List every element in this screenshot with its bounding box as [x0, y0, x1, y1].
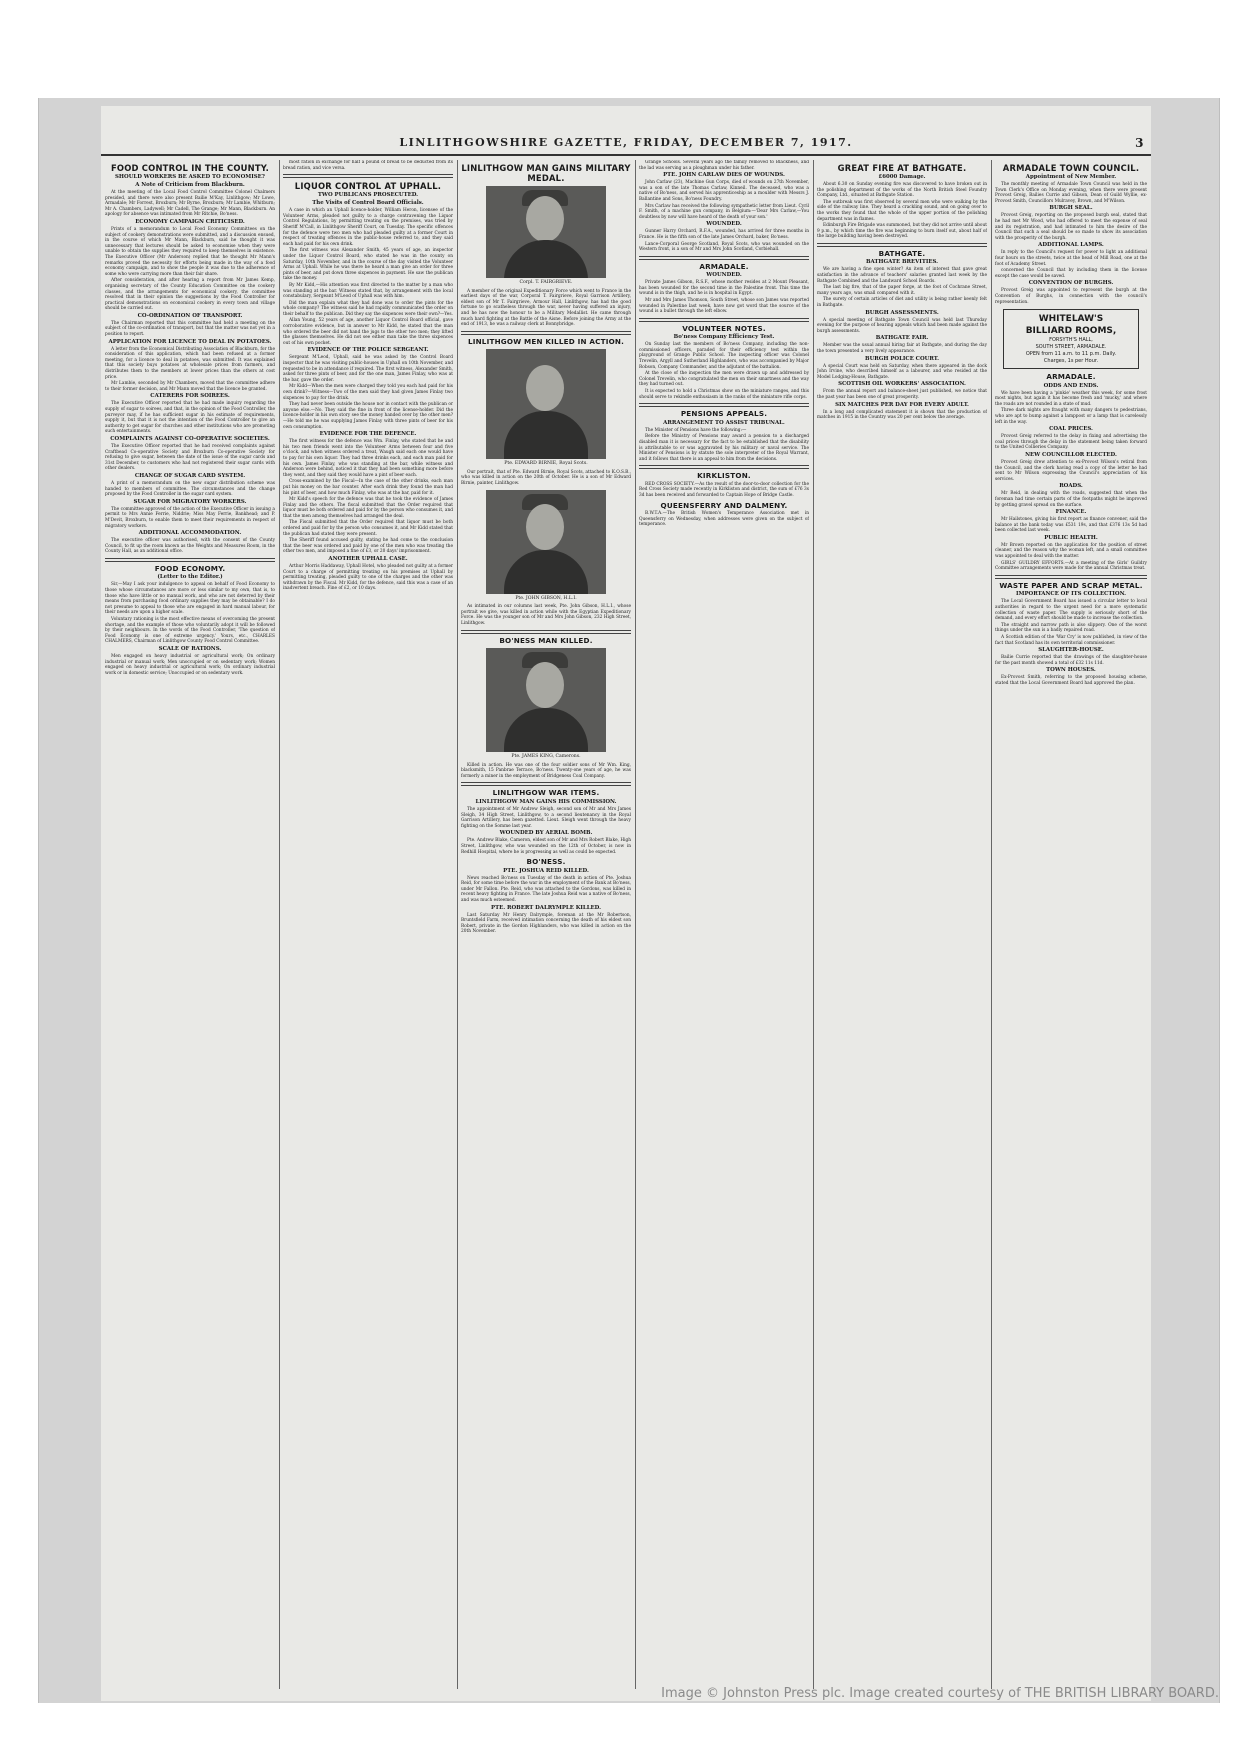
paragraph: RED CROSS SOCIETY.—As the result of the door-to-door collection for the Red Cross Society made recently in Kirkliston and district, the sum of £76 3s 3d has been received and forwarded to Captain Hope of Bridge Castle.: [639, 481, 809, 498]
image-credit: Image © Johnston Press plc. Image created courtesy of THE BRITISH LIBRARY BOARD.: [661, 1686, 1219, 1701]
paragraph: Mrs Carlaw has received the following sympathetic letter from Lieut. Cyril F. Smith, of a machine gun company, in Belgium:—'Dear Mrs Carlaw,—You doubtless by now will have heard of the death of your son.': [639, 203, 809, 220]
paragraph: Killed in action. He was one of the four soldier sons of Mr Wm. King, blacksmith, 15 Panbrae Terrace, Bo'ness. Twenty-one years of age, he was formerly a miner in the employment of Bridgeness Coal Company.: [461, 762, 631, 779]
paragraph: most ration in exchange for half a pound of bread to be deducted from its bread ration, and vice versa.: [283, 160, 453, 171]
portrait-photo: [486, 648, 606, 752]
paragraph: The straight and narrow path is also slippery. One of the worst things under the sun is a badly repaired road.: [995, 622, 1147, 634]
divider: [995, 575, 1147, 579]
paragraph: Last Saturday Mr Henry Dalrymple, foreman at the Mr Robertson, Bruntsfield Farm, received intimation concerning the death of his eldest son Robert, private in the Gordon Highlanders, who was killed in action on the 20th November.: [461, 912, 631, 935]
subheading: WOUNDED BY AERIAL BOMB.: [499, 830, 593, 837]
ad-hours: OPEN from 11 a.m. to 11 p.m. Daily.: [1025, 351, 1117, 358]
subheading: TOWN HOUSES.: [1046, 667, 1096, 674]
paragraph: The Fiscal submitted that the Order required that liquor must be both ordered and paid for by the person who consumes it, and Mr Kidd stated that the publican had stated they were present.: [283, 520, 453, 537]
paragraph: The Executive Officer reported that he had received complaints against Craftbead Co-operative Society and Broxburn Co-operative Society for refusing to give sugar, between the date of the issue of the sugar cards and 31st December, to customers who had not registered their sugar cards with other dealers.: [105, 443, 275, 472]
paragraph: As intimated in our columns last week, Pte. John Gibson, H.L.I., whose portrait we give, was killed in action while with the Egyptian Expeditionary Force. He was the younger son of Mr and Mrs John Gibson, 232 High Street, Linlithgow.: [461, 604, 631, 626]
paragraph: Grange Schools. Several years ago the family removed to Blackness, and the lad was serving as a ploughman under his father.: [639, 160, 809, 171]
masthead: [101, 136, 1151, 156]
paragraph: Allan Young, 52 years of age, another Liquor Control Board official, gave corroborative evidence, but in answer to Mr Kidd, he stated that the man who ordered the beer did not hand the jugs to the other two men; they lifted the glasses themselves. He did not see either man take the three sixpences out of his own pocket.: [283, 318, 453, 346]
paragraph: At the meeting of the Local Food Control Committee Colonel Chalmers presided, and there were also present Bailie M'Kay, Linlithgow; Mr Lowe, Armadale; Mr Forrest, Broxburn; Mr Byrne, Broxburn; Mr Lambie, Whitburn; Mr A. Chambers, Ladywell; Mr Cadell, The Grange; Mr Mann, Blackburn. An apology for absence was intimated from Mr Ritchie, Bo'ness.: [105, 190, 275, 218]
divider: [461, 782, 631, 786]
paragraph: A print of a memorandum on the new sugar distribution scheme was handed to members of committee. The circumstances and the change proposed by the Food Controller in the sugar card system.: [105, 480, 275, 498]
paragraph: On Sunday last the members of Bo'ness Company, including the non-commissioned officers, paraded for their efficiency test within the playground of Grange Public School. The inspecting officer was Colonel Trevelin, Argyll and Sutherland Highlanders, who was accompanied by Major Robson, Company Commander, and the adjutant of the battalion.: [639, 342, 809, 370]
paragraph: The Sheriff found accused guilty, stating he had come to the conclusion that the beer was ordered and paid by one of the men who was treating the other two men, and imposed a fine of £3, or 20 days' imprisonment.: [283, 538, 453, 555]
ad-address: SOUTH STREET, ARMADALE.: [1035, 344, 1107, 351]
subheading: BATHGATE BREVITIES.: [865, 259, 939, 266]
subheading: £6000 Damage.: [878, 174, 926, 180]
subheading: ECONOMY CAMPAIGN CRITICISED.: [135, 218, 245, 225]
headline: LINLITHGOW MEN KILLED IN ACTION.: [467, 336, 625, 346]
subheading: BATHGATE FAIR.: [875, 335, 929, 342]
photo-caption: Corpl. T. FAIRGRIEVE.: [519, 280, 573, 285]
paragraph: At the close of the inspection the men were drawn up and addressed by Colonel Trevelin, who congratulated the men on their smartness and the way they had turned out.: [639, 371, 809, 388]
subheading: ROADS.: [1059, 483, 1083, 490]
paragraph: The appointment of Mr Andrew Sleigh, second son of Mr and Mrs James Sleigh, 34 High Street, Linlithgow, to a second lieutenancy in the Royal Garrison Artillery, has been gazetted. Lieut. Sleigh went through the heavy fighting on the Somme last year.: [461, 806, 631, 829]
subheading: CATERERS FOR SOIREES.: [150, 393, 230, 400]
paragraph: B.W.T.A.—The British Women's Temperance Association met in Queensferry on Wednesday, when addresses were given on the subject of temperance.: [639, 511, 809, 528]
subheading: TWO PUBLICANS PROSECUTED.: [317, 192, 419, 199]
column-3: [461, 160, 631, 1689]
subheading: SHOULD WORKERS BE ASKED TO ECONOMISE?: [115, 174, 265, 180]
portrait-photo: [486, 490, 606, 594]
headline: LINLITHGOW MAN GAINS MILITARY MEDAL.: [461, 163, 631, 183]
paragraph: A member of the original Expeditionary Force which went to France in the earliest days of the war, Corporal T. Fairgrieve, Royal Garrison Artillery, eldest son of Mr T. Fairgrieve, Armour Hall, Linlithgow, has had the good fortune to go scatheless through the war, never having suffered an injury, and he has now the honour to be a Military Medallist. He came through much hard fighting at the Battle of the Aisne. Before joining the Army at the end of 1913, he was a railway clerk at Bonnybridge.: [461, 288, 631, 328]
paragraph: The surety of certain articles of diet and utility is being rather keenly felt in Bathgate.: [817, 297, 987, 308]
paragraph: Mr and Mrs James Thomson, South Street, whose son James was reported wounded in Palestine last week, have now got word that the source of the wound is a bullet through the left elbow.: [639, 298, 809, 315]
photo-caption: Pte. EDWARD BIRNIE, Royal Scots.: [504, 461, 588, 467]
paragraph: Provost Greig referred to the delay in fixing and advertising the coal prices through the delay in the statement being taken forward to the United Collieries Company.: [995, 434, 1147, 451]
page-number: 3: [1135, 136, 1145, 150]
paragraph: A special Court was held on Saturday, when there appeared in the dock John Irvine, who described himself as a labourer, and who resided at the Model Lodging-House, Bathgate.: [817, 363, 987, 380]
photo-caption: Pte. JOHN GIBSON, H.L.I.: [515, 595, 577, 601]
subheading: BURGH ASSESSMENTS.: [865, 309, 939, 316]
paragraph: Ex-Provost Smith, referring to the proposed housing scheme, stated that the Local Government Board had approved the plan.: [995, 675, 1147, 686]
column-4: [639, 160, 809, 1689]
headline: BO'NESS MAN KILLED.: [499, 635, 593, 645]
subheading: PUBLIC HEALTH.: [1044, 534, 1098, 541]
divider: [461, 331, 631, 335]
subheading: ADDITIONAL ACCOMMODATION.: [138, 530, 242, 537]
subheading: EVIDENCE OF THE POLICE SERGEANT.: [307, 347, 429, 354]
paragraph: A letter from the Economical Distributing Association of Blackburn, for the consideration of this application, which had been refused at a former meeting, for a licence to deal in potatoes, was submitted. It was explained that this society buys potatoes at wholesale prices from farmers, and distributes them to the members at lower prices than the others at cost price.: [105, 346, 275, 380]
paragraph: Sergeant M'Leod, Uphall, said he was asked by the Control Board inspector that he was visiting public-houses in Uphall on 10th November, and requested to be in attendance if required. The first witness, Alexander Smith, asked for three pints of beer, and for the one man, James Finlay, who was at the bar, gave the order.: [283, 355, 453, 383]
paragraph: The Chairman reported that this committee had held a meeting on the subject of the co-ordination of transport, but that the matter was not yet in a position to report.: [105, 320, 275, 338]
newspaper-page: [101, 106, 1151, 1701]
headline: KIRKLISTON.: [697, 471, 751, 481]
subheading: EVIDENCE FOR THE DEFENCE.: [319, 431, 417, 438]
subheading: SLAUGHTER-HOUSE.: [1038, 647, 1104, 654]
subheading: APPLICATION FOR LICENCE TO DEAL IN POTATOES.: [108, 338, 272, 345]
paragraph: John Carlaw (23), Machine Gun Corps, died of wounds on 27th November, was a son of the late Thomas Carlaw, Kinneil. The deceased, who was a native of Bo'ness, and served his apprenticeship as a moulder with Messrs J. Ballantine and Sons, Bo'ness Foundry.: [639, 180, 809, 202]
subheading: COMPLAINTS AGAINST CO-OPERATIVE SOCIETIES.: [110, 435, 270, 442]
column-1: [105, 160, 275, 1689]
scan-background: [38, 98, 1220, 1703]
divider: [639, 256, 809, 260]
paragraph: By Mr Kidd,—His attention was first directed to the matter by a man who was standing at the bar. Witness stated that, by arrangement with the local constabulary, Sergeant M'Leod of Uphall was with him.: [283, 282, 453, 300]
paragraph: The committee approved of the action of the Executive Officer in issuing a permit to Mrs Annie Ferrie, Niddrie; Miss May Ferrie, Bankhead; and P. M'Devit, Broxburn, to enable them to meet their requirements in respect of migratory workers.: [105, 506, 275, 529]
billiard-rooms-advertisement: [1003, 309, 1139, 369]
paragraph: In reply to the Council's request for power to light an additional four hours on the streets, twice at the head of Mill Road, one at the foot of Academy Street.: [995, 250, 1147, 267]
paragraph: Edinburgh Fire Brigade was summoned, but they did not arrive until about 9 p.m., by which time the fire was beginning to burn itself out, about half of the large building having been destroyed.: [817, 223, 987, 240]
paragraph: GIRLS' GUILDRY EFFORTS.—At a meeting of the Girls' Guildry Committee arrangements were made for the annual Christmas treat.: [995, 560, 1147, 572]
paragraph: Gunner Harry Orchard, R.F.A., wounded, has arrived for three months in France. He is the fifth son of the late James Orchard, baker, Bo'ness.: [639, 229, 809, 240]
paragraph: Men engaged on heavy industrial or agricultural work; On ordinary industrial or manual work; Men unoccupied or on sedentary work; Women engaged on heavy industrial or agricultural work; On ordinary industrial work or in domestic service; Unoccupied or on sedentary work.: [105, 653, 275, 676]
column-rule: [635, 160, 636, 1689]
paragraph: Mr Kidd's speech for the defence was that he took the evidence of James Finlay and the others. The fiscal submitted that the Order required that liquor must be both ordered and paid for by the person who consumes it, and that the men among themselves had arranged the deal.: [283, 497, 453, 519]
subheading: The Visits of Control Board Officials.: [312, 200, 424, 207]
paragraph: We have been having a 'pinkie' weather this week, for some frost most nights, but again it has become fresh and 'mucky,' and where the roads are not rounded in a state of mud.: [995, 390, 1147, 407]
headline: PENSIONS APPEALS.: [680, 409, 768, 419]
paragraph: Our portrait, that of Pte. Edward Birnie, Royal Scots, attached to K.O.S.B., who was killed in action on the 20th of October. He is a son of Mr Edward Birnie, painter, Linlithgow.: [461, 469, 631, 487]
headline: QUEENSFERRY AND DALMENY.: [660, 500, 788, 510]
subheading: SUGAR FOR MIGRATORY WORKERS.: [133, 498, 247, 505]
paragraph: The Local Government Board has issued a circular letter to local authorities in regard to the urgent need for a more systematic collection of waste paper. The supply is seriously short of the demand, and every effort should be made to increase the collection.: [995, 599, 1147, 622]
subheading: IMPORTANCE OF ITS COLLECTION.: [1015, 591, 1127, 598]
headline: WASTE PAPER AND SCRAP METAL.: [999, 580, 1143, 590]
paragraph: Provost Greig drew attention to ex-Provost Wilson's retiral from the Council, and the clerk having read a copy of the letter he had sent to Mr Wilson expressing the Council's appreciation of his services.: [995, 459, 1147, 482]
paragraph: The first witness for the defence was Wm. Finlay, who stated that he and his two men friends went into the Volunteer Arms between four and five o'clock, and when witness ordered a treat, Waugh said each one would have to pay for his own liquor. They had three drinks each, and each man paid for his own. James Finlay, who was standing at the bar, while witness and Anderson were behind, noticed it that they had been something more before they went, and they said they would have a pint of beer each.: [283, 439, 453, 478]
column-6: [995, 160, 1147, 1689]
subheading: WOUNDED.: [706, 272, 742, 279]
masthead-rule: [101, 154, 1151, 156]
subheading: Appointment of New Member.: [1025, 174, 1117, 180]
subheading: SIX MATCHES PER DAY FOR EVERY ADULT.: [835, 401, 969, 408]
paragraph: A case in which an Uphall licence-holder, William Heron, licensee of the Volunteer Arms, pleaded not guilty to a charge contravening the Liquor Control Regulations, by permitting treating on the premises, was tried by Sheriff M'Call, in Linlithgow Sheriff Court, on Tuesday. The specific offences for the defence were two men who had pleaded guilty at a former Court in respect of treating offences in the public-house referred to, and they said each had paid for his own drink.: [283, 208, 453, 247]
paragraph: The last big fire, that of the paper forge, at the foot of Cochrane Street, many years ago, was small compared with it.: [817, 285, 987, 296]
paragraph: Provost Greig, reporting on the proposed burgh seal, stated that he had met Mr Wood, who had offered to meet the expense of seal and its registration, and had intimated to him the desire of the Council that such a seal should be so made to show its association with the prosperity of the burgh.: [995, 213, 1147, 241]
column-rule: [457, 160, 458, 1689]
subheading: CONVENTION OF BURGHS.: [1028, 280, 1114, 287]
subheading: PTE. ROBERT DALRYMPLE KILLED.: [491, 904, 601, 911]
subheading: CHANGE OF SUGAR CARD SYSTEM.: [134, 472, 246, 479]
headline: LINLITHGOW WAR ITEMS.: [492, 788, 600, 798]
headline: LIQUOR CONTROL AT UPHALL.: [294, 181, 442, 192]
paragraph: Bailie Currie reported that the drawings of the slaughter-house for the past month showed a total of £32 11s 11d.: [995, 655, 1147, 666]
headline: ARMADALE TOWN COUNCIL.: [1002, 163, 1140, 173]
paragraph: Voluntary rationing is the most effective means of overcoming the present shortage, and the example of those who voluntarily adopt it will be followed by their neighbours. In the words of the Food Controller, 'The question of Food Economy is one of extreme urgency.' Yours, etc., CHARLES CHALMERS, Chairman of Linlithgow County Food Control Committee.: [105, 616, 275, 645]
subheading: PTE. JOHN CARLAW DIES OF WOUNDS.: [663, 172, 785, 179]
masthead-title: LINLITHGOWSHIRE GAZETTE, FRIDAY, DECEMBER 7, 1917.: [399, 136, 853, 149]
paragraph: concerned the Council that by including them in the license except the case would be saved.: [995, 268, 1147, 279]
subheading: A Note of Criticism from Blackburn.: [135, 182, 245, 188]
column-rule: [991, 160, 992, 1689]
ad-title: BILLIARD ROOMS,: [1025, 326, 1117, 337]
headline: ARMADALE.: [699, 261, 749, 271]
divider: [639, 465, 809, 469]
paragraph: The executive officer was authorised, with the consent of the County Council, to fit up the room known as the Weights and Measures Room, in the County Hall, as an additional office.: [105, 538, 275, 555]
paragraph: The Minister of Pensions have the following:—: [645, 427, 747, 433]
paragraph: A special meeting of Bathgate Town Council was held last Thursday evening for the purpose of hearing appeals which had been made against the burgh assessments.: [817, 317, 987, 334]
divider: [461, 630, 631, 634]
paragraph: Mr Reid, in dealing with the roads, suggested that when the foreman had time certain parts of the footpaths might be improved by getting gravel spread on the surface.: [995, 491, 1147, 508]
photo-caption: Pte. JAMES KING, Camerons.: [511, 754, 581, 760]
paragraph: The Executive Officer reported that he had made inquiry regarding the supply of sugar to soirees, and that, in the opinion of the Food Controller, the purveyor may, if he has sufficient sugar in his estimate of requirements, supply it, but that it is not the intention of the Food Controller to give an authority to get sugar for churches and other institutions who are promoting such entertainments.: [105, 401, 275, 435]
paragraph: Cross-examined by the Fiscal—In the case of the other drinks, each man put his money on the bar counter. After each drink they found the man had his pint of beer, and how much Finlay, who was at the bar, paid for it.: [283, 479, 453, 496]
headline: FOOD ECONOMY.: [154, 563, 226, 573]
paragraph: From the annual report and balance-sheet just published, we notice that the past year has been one of great prosperity.: [817, 389, 987, 400]
subheading: Bo'ness Company Efficiency Test.: [673, 334, 775, 341]
subheading: ODDS AND ENDS.: [1043, 382, 1099, 389]
column-rule: [813, 160, 814, 1689]
subheading: WOUNDED.: [706, 221, 742, 228]
subheading: SCALE OF RATIONS.: [158, 645, 222, 652]
paragraph: Did the man explain what they had done was to order the pints for the whole company? The witness said he had rapidly communicated the order on their behalf to the publican. Did they say the sixpences were their own?—Yes.: [283, 300, 453, 317]
paragraph: Pte. Andrew Blake, Cameron, eldest son of Mr and Mrs Robert Blake, High Street, Linlithgow, who was wounded on the 12th of October, is now in Redhill Hospital, where he is progressing as well as could be expected.: [461, 838, 631, 855]
headline: BO'NESS.: [526, 857, 566, 867]
paragraph: They had never been outside the house nor in contact with the publican or anyone else.—No. They said the fine in front of the license-holder. Did the licence-holder in his own story see the money handed over by the other men?—He told me he was supplying James Finlay with three pints of beer for his own consumption.: [283, 402, 453, 430]
subheading: LINLITHGOW MAN GAINS HIS COMMISSION.: [475, 798, 617, 805]
paragraph: It is expected to hold a Christmas show on the miniature ranges, and this should serve to rekindle enthusiasm in the ranks of the miniature rifle corps.: [639, 389, 809, 400]
column-5: [817, 160, 987, 1689]
paragraph: In a long and complicated statement it is shown that the production of matches in 1915 in the Country was 20 per cent below the average.: [817, 409, 987, 421]
paragraph: News reached Bo'ness on Tuesday of the death in action of Pte. Joshua Reid, for some time before the war in the employment of the Bank at Bo'ness, under Mr Fallon. Pte. Reid, who was attached to the Gordons, was killed in recent heavy fighting in France. The late Joshua Reid was a native of Bo'ness, and was much esteemed.: [461, 875, 631, 903]
ad-address: FORSYTH'S HALL,: [1049, 337, 1093, 344]
paragraph: The outbreak was first observed by several men who were walking by the side of the railway line. They heard a crackling sound, and on going over to the works they found that the whole of the upper portion of the polishing department was in flames.: [817, 199, 987, 222]
subheading: FINANCE.: [1055, 509, 1087, 516]
subheading: (Letter to the Editor.): [157, 574, 223, 581]
divider: [639, 318, 809, 322]
subheading: NEW COUNCILLOR ELECTED.: [1025, 451, 1117, 458]
paragraph: Mr Kidd—When the men were charged they told you each had paid for his own drink?—Witness—Two of the men said they had given James Finlay two sixpences to pay for the drink.: [283, 384, 453, 401]
portrait-photo: [486, 186, 606, 278]
subheading: ANOTHER UPHALL CASE.: [328, 556, 408, 563]
subheading: BURGH POLICE COURT.: [865, 355, 939, 362]
divider: [105, 558, 275, 562]
subheading: PTE. JOSHUA REID KILLED.: [503, 867, 589, 874]
paragraph: Prints of a memorandum to Local Food Economy Committees on the subject of cookery demonstrations were submitted, and a discussion ensued, in the course of which Mr Mann, Blackburn, said he thought it was unnecessary that lectures should be asked to economise when they were unable to obtain the supplies they required to keep themselves in existence. The Executive Officer (Mr Anderson) replied that he thought Mr Mann's remarks proved the necessity for efforts being made in the way of a food economy campaign, and to show the people it was due to the adherence of some who were carrying more than their fair share.: [105, 226, 275, 277]
subheading: BURGH SEAL.: [1049, 205, 1093, 212]
paragraph: Mr Brown reported on the application for the position of street cleaner, and the reason why the woman left, and a small committee was appointed to deal with the matter.: [995, 542, 1147, 560]
subheading: COAL PRICES.: [1049, 426, 1093, 433]
paragraph: We are having a fine open winter? An item of interest that gave great satisfaction in the advance of teachers' salaries granted last week by the Bathgate Combined and the Landward School Boards.: [817, 267, 987, 284]
headline: VOLUNTEER NOTES.: [682, 323, 766, 333]
ad-charges: Charges, 1s per Hour.: [1043, 358, 1099, 365]
headline: BATHGATE.: [878, 248, 926, 258]
paragraph: Lance-Corporal George Scotland, Royal Scots, who was wounded on the Western front, is a son of Mr and Mrs John Scotland, Corbiehall.: [639, 241, 809, 253]
subheading: SCOTTISH OIL WORKERS' ASSOCIATION.: [838, 381, 966, 388]
paragraph: Arthur Morris Haddaway, Uphall Hotel, who pleaded not guilty at a former Court to a charge of permitting treating on his premises at Uphall by permitting treating, pleaded guilty to one of the charges and the other was withdrawn by the Fiscal. Mr Kidd, for the defence, said this was a case of an inadvertent breach. Fine of £2, or 10 days.: [283, 564, 453, 592]
paragraph: Before the Ministry of Pensions may award a pension to a discharged disabled man it is necessary for the fact to be established that the disability is attributable to or was aggravated by his military or naval service. The Minister of Pensions is by statute the sole interpreter of the Royal Warrant, and it follows that there is an appeal to him from the decisions.: [639, 434, 809, 462]
paragraph: The monthly meeting of Armadale Town Council was held in the Town Clerk's Office on Monday evening, when there were present Provost Greig, Bailies Currie and Gibson, Dean of Guild Wyllie, ex-Provost Smith, Councillors Mulravey, Brown, and M'Wilson.: [995, 182, 1147, 204]
paragraph: Private James Gibson, R.S.F., whose mother resides at 2 Mount Pleasant, has been wounded for the second time in the Palestine front. This time the wound is in the thigh, and he is in hospital in Egypt.: [639, 280, 809, 297]
paragraph: The first witness was Alexander Smith, 45 years of age, an inspector under the Liquor Control Board, who stated he was in the county on Saturday, 10th November, and in the course of the day visited the Volunteer Arms at Uphall. While he was there he heard a man give an order for three pints of beer, and put down three sixpences in payment. He saw the publican take the money.: [283, 248, 453, 282]
divider: [639, 403, 809, 407]
divider: [283, 174, 453, 178]
ad-title: WHITELAW'S: [1038, 314, 1104, 325]
portrait-photo: [486, 349, 606, 459]
paragraph: Mr Lambie, seconded by Mr Chambers, moved that the committee adhere to their former decision, and Mr Mann moved that the licence be granted.: [105, 381, 275, 392]
paragraph: Three dark nights are fraught with many dangers to pedestrians, who are apt to bump against a lamppost or a lamp that is carelessly left in the way.: [995, 408, 1147, 425]
paragraph: About 6.30 on Sunday evening fire was discovered to have broken out in the polishing department of the works of the North British Steel Foundry Company, Ltd., situated at Bathgate Station.: [817, 182, 987, 199]
subheading: ADDITIONAL LAMPS.: [1038, 242, 1104, 249]
headline: GREAT FIRE AT BATHGATE.: [837, 163, 967, 173]
headline: FOOD CONTROL IN THE COUNTY.: [110, 163, 270, 173]
paragraph: Mr Hailstones, giving his first report as finance convener, said the balance at the bank today was £531 19s, and that £376 13s 5d had been collected last week.: [995, 517, 1147, 534]
paragraph: After consideration, and after hearing a report from Mr James Kemp, organising secretary of the County Education Committee on the cookery classes, and the arrangements for economical cookery, the committee resolved that in their opinion the suggestions by the Food Controller for practical demonstrations on economical cookery in every town and village should be carried out.: [105, 278, 275, 312]
paragraph: A Scottish edition of the 'War Cry' is now published, in view of the fact that Scotland has its own territorial commissioner.: [995, 634, 1147, 646]
paragraph: Member was the usual annual hiring fair at Bathgate, and during the day the town presented a very lively appearance.: [817, 343, 987, 354]
column-2: [283, 160, 453, 1689]
column-rule: [279, 160, 280, 1689]
paragraph: Sir,—May I ask your indulgence to appeal on behalf of Food Economy to those whose circumstances are more or less similar to my own, that is, to those who have little or no manual work, and who are not deterred by their means from purchasing food ordinary supplies they may be obtainable? I do not presume to appeal to those who are engaged in hard manual labour, for their needs are upon a higher scale.: [105, 582, 275, 616]
paragraph: Provost Greig was appointed to represent the burgh at the Convention of Burghs, in connection with the council's representation.: [995, 288, 1147, 305]
headline: ARMADALE.: [1046, 372, 1096, 382]
divider: [817, 243, 987, 247]
subheading: CO-ORDINATION OF TRANSPORT.: [137, 312, 243, 319]
subheading: ARRANGEMENT TO ASSIST TRIBUNAL.: [663, 419, 785, 426]
